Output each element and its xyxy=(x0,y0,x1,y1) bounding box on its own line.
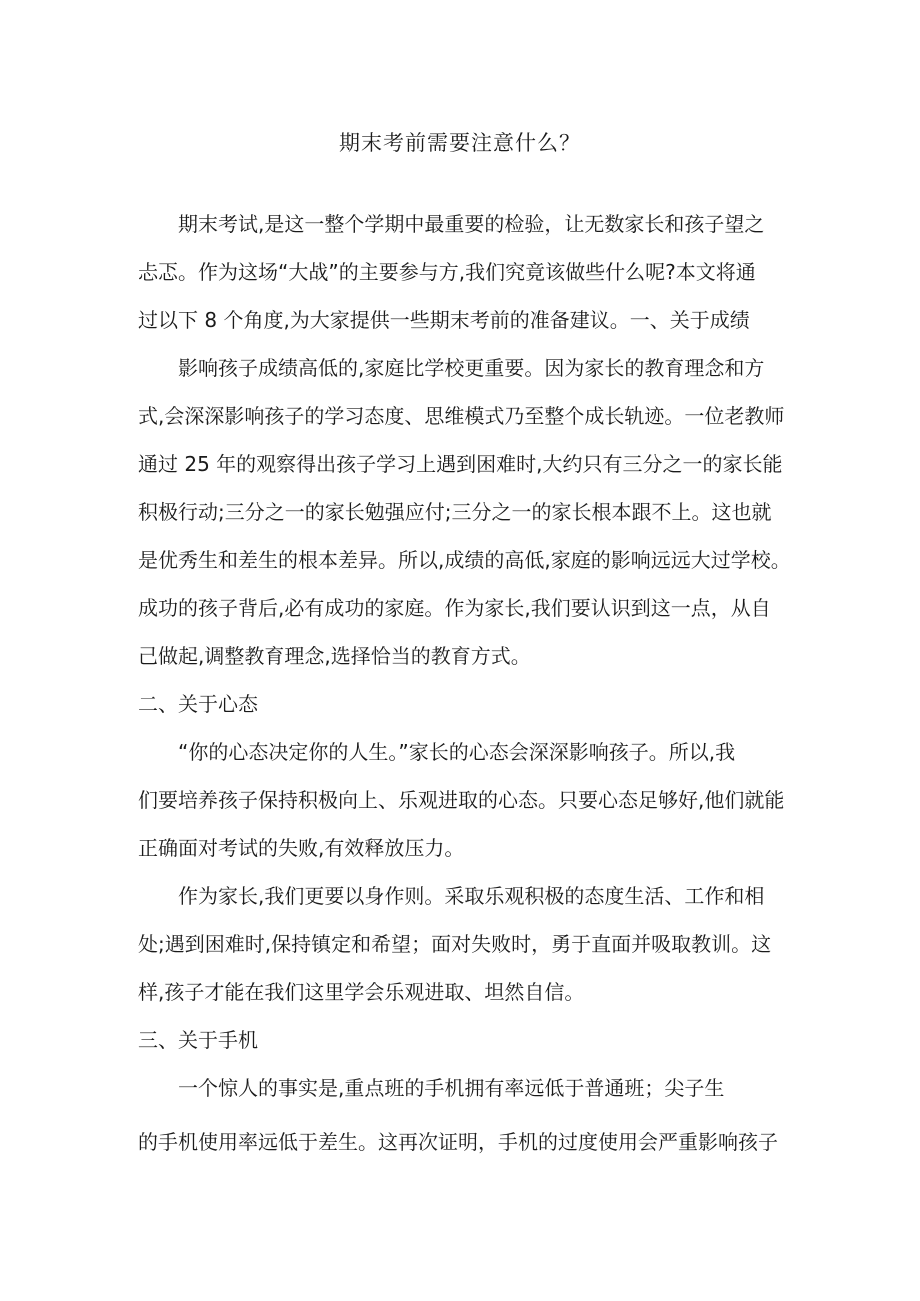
body-line: 处;遇到困难时,保持镇定和希望；面对失败时，勇于直面并吸取教训。这 xyxy=(138,932,772,956)
body-line: 积极行动;三分之一的家长勉强应付;三分之一的家长根本跟不上。这也就 xyxy=(138,500,772,524)
body-line: 忐忑。作为这场“大战”的主要参与方,我们究竟该做些什么呢?本文将通 xyxy=(138,260,756,284)
section-heading: 三、关于手机 xyxy=(138,1028,258,1052)
body-line: 作为家长,我们更要以身作则。采取乐观积极的态度生活、工作和相 xyxy=(138,884,765,908)
body-line: 己做起,调整教育理念,选择恰当的教育方式。 xyxy=(138,644,531,668)
body-line: 们要培养孩子保持积极向上、乐观进取的心态。只要心态足够好,他们就能 xyxy=(138,788,785,812)
body-line: 一个惊人的事实是,重点班的手机拥有率远低于普通班；尖子生 xyxy=(138,1076,725,1100)
body-line: 过以下 8 个角度,为大家提供一些期末考前的准备建议。一、关于成绩 xyxy=(138,308,750,332)
body-line: 是优秀生和差生的根本差异。所以,成绩的高低,家庭的影响远远大过学校。 xyxy=(138,548,791,572)
body-line: “你的心态决定你的人生。”家长的心态会深深影响孩子。所以,我 xyxy=(138,740,736,764)
body-line: 正确面对考试的失败,有效释放压力。 xyxy=(138,836,465,860)
body-line: 期末考试,是这一整个学期中最重要的检验，让无数家长和孩子望之 xyxy=(138,212,765,236)
body-line: 成功的孩子背后,必有成功的家庭。作为家长,我们要认识到这一点，从自 xyxy=(138,596,771,620)
body-line: 式,会深深影响孩子的学习态度、思维模式乃至整个成长轨迹。一位老教师 xyxy=(138,404,785,428)
body-line: 样,孩子才能在我们这里学会乐观进取、坦然自信。 xyxy=(138,980,585,1004)
body-line: 影响孩子成绩高低的,家庭比学校更重要。因为家长的教育理念和方 xyxy=(138,356,765,380)
body-line: 的手机使用率远低于差生。这再次证明，手机的过度使用会严重影响孩子 xyxy=(138,1130,778,1154)
page-title: 期末考前需要注意什么？ xyxy=(339,131,581,155)
section-heading: 二、关于心态 xyxy=(138,692,258,716)
body-line: 通过 25 年的观察得出孩子学习上遇到困难时,大约只有三分之一的家长能 xyxy=(138,452,783,476)
